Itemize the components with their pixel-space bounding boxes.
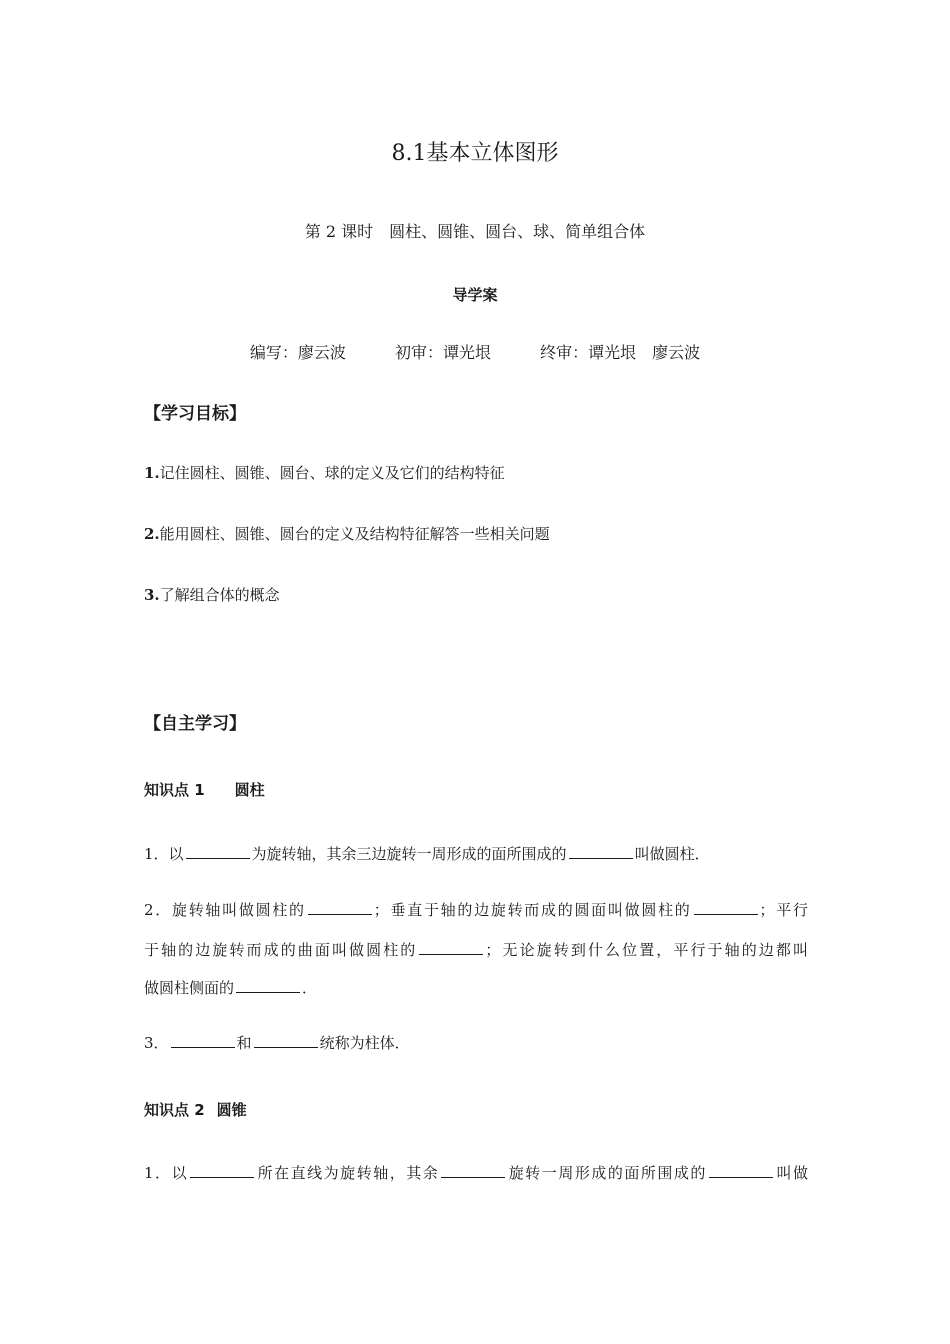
page-title: 8.1基本立体图形 [391,141,559,166]
goals-heading: 【学习目标】 [144,404,246,424]
goal-text: 记住圆柱、圆锥、圆台、球的定义及它们的结构特征 [159,464,505,482]
fill-blank[interactable] [186,844,250,859]
knowledge-point-1 [144,779,265,800]
goal-number: 3. [144,586,160,604]
fill-blank[interactable] [171,1033,235,1048]
lesson-subtitle: 第 2 课时 圆柱、圆锥、圆台、球、简单组合体 [304,222,646,241]
authors-line [0,340,950,363]
goal-item [144,584,280,605]
first-review-credit: 初审：谭光垠 [394,343,491,362]
editor-credit: 编写：廖云波 [249,343,346,362]
fill-blank[interactable] [236,978,300,993]
goal-text: 了解组合体的概念 [159,586,280,604]
fill-blank[interactable] [569,844,633,859]
fill-blank[interactable] [308,900,372,915]
fill-blank[interactable] [419,940,483,955]
guide-label: 导学案 [452,286,498,304]
self-study-heading: 【自主学习】 [144,714,246,734]
goal-number: 2. [144,525,160,543]
knowledge-point-2 [144,1099,247,1120]
kp1-question-1: 1．以 为旋转轴，其余三边旋转一周形成的面所围成的 叫做圆柱． [144,845,710,863]
goal-text: 能用圆柱、圆锥、圆台的定义及结构特征解答一些相关问题 [159,525,550,543]
fill-blank[interactable] [709,1163,773,1178]
fill-blank[interactable] [441,1163,505,1178]
kp-name: 圆锥 [216,1101,247,1119]
fill-blank[interactable] [190,1163,254,1178]
goal-item [144,462,505,483]
kp-label: 知识点 2 [144,1101,205,1119]
kp-name: 圆柱 [234,781,265,799]
kp-label: 知识点 1 [144,781,205,799]
goal-item [144,523,550,544]
kp1-question-3: 3． 和 统称为柱体． [144,1034,410,1052]
kp2-question-1: 1．以 所在直线为旋转轴，其余 旋转一周形成的面所围成的 叫做 [144,1164,808,1182]
final-review-credit: 终审：谭光垠 廖云波 [540,343,701,362]
fill-blank[interactable] [694,900,758,915]
goal-number: 1. [144,464,160,482]
kp1-question-2-line-3: 做圆柱侧面的 ． [144,979,318,997]
fill-blank[interactable] [254,1033,318,1048]
kp1-question-2-line-2: 于轴的边旋转而成的曲面叫做圆柱的 ；无论旋转到什么位置，平行于轴的边都叫 [144,941,808,959]
kp1-question-2-line-1: 2．旋转轴叫做圆柱的 ；垂直于轴的边旋转而成的圆面叫做圆柱的 ；平行 [144,901,808,919]
